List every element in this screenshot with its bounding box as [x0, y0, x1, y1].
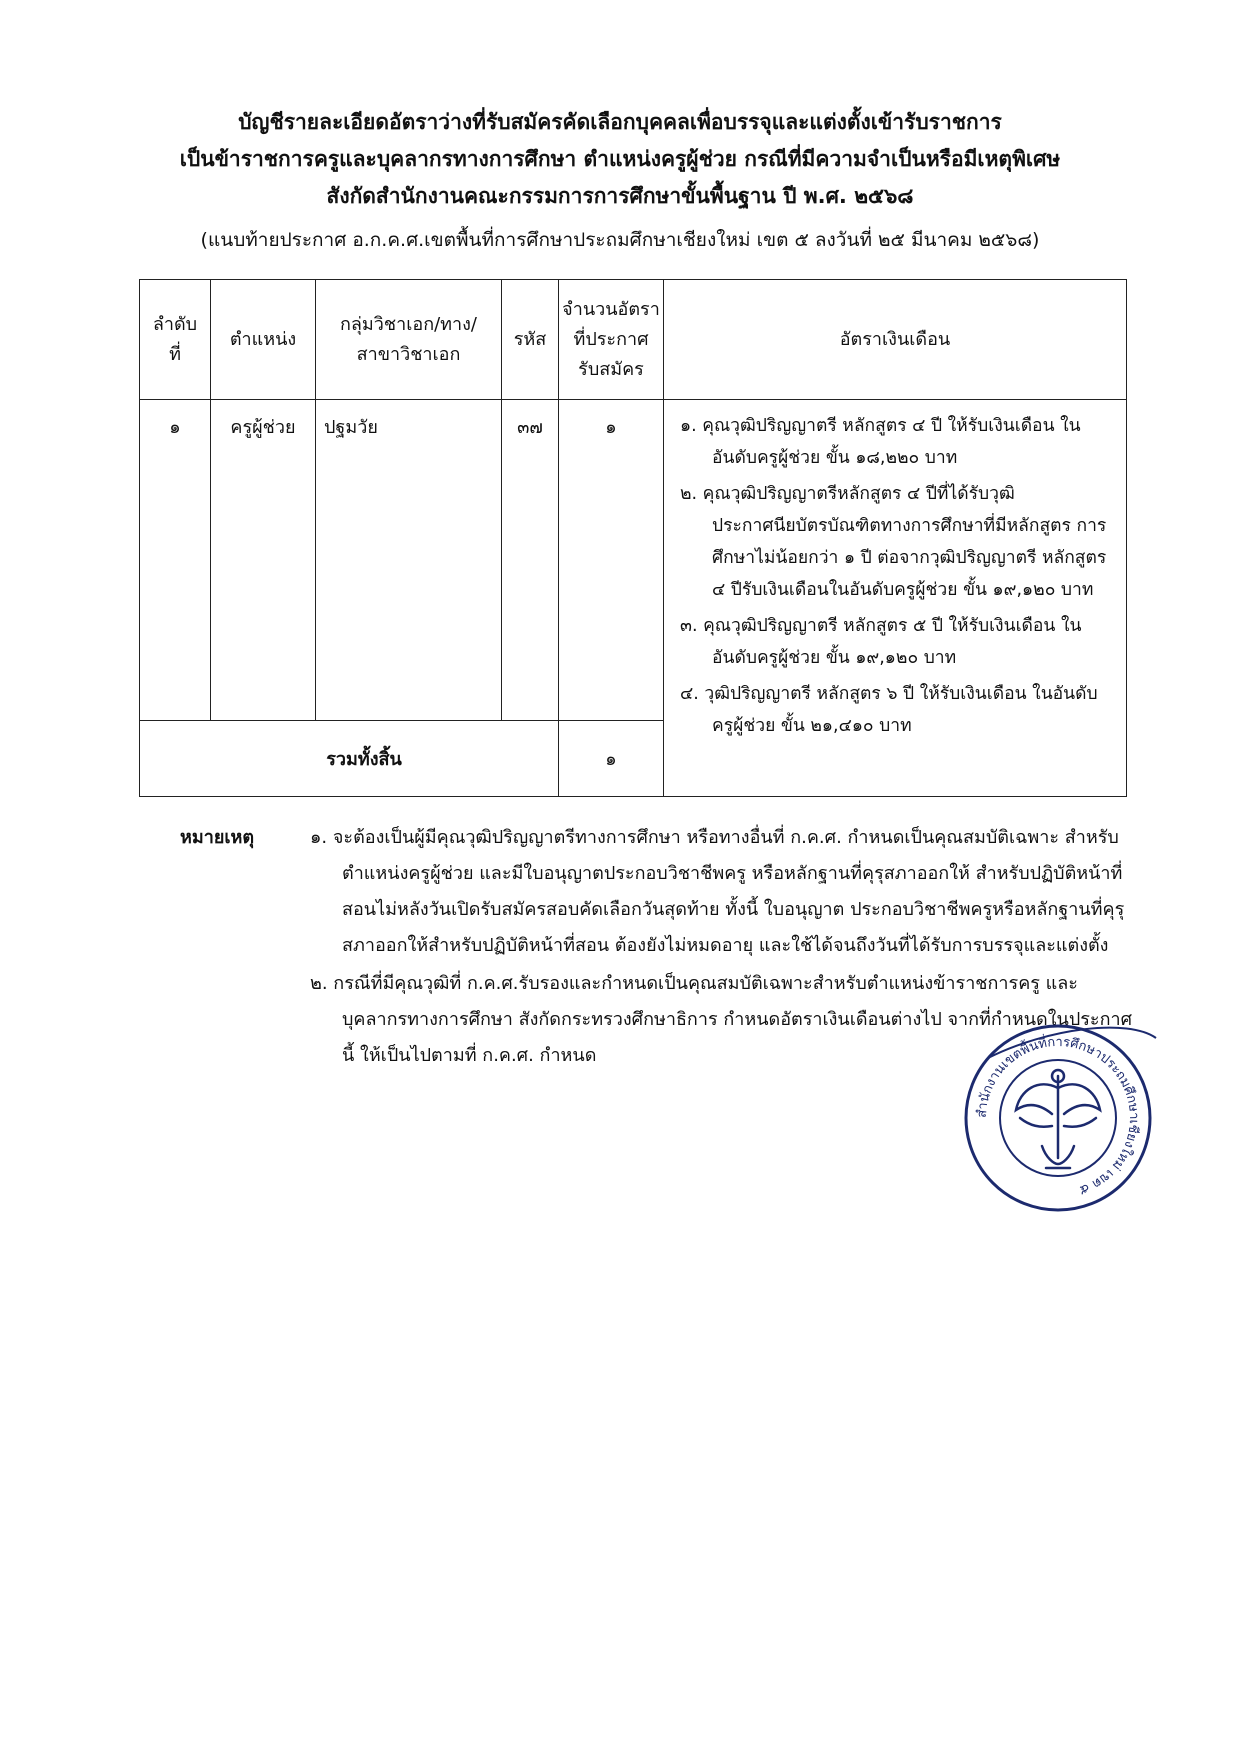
total-label: รวมทั้งสิ้น — [140, 721, 559, 797]
table-header-row — [140, 280, 1127, 400]
salary-item-4: ๔. วุฒิปริญญาตรี หลักสูตร ๖ ปี ให้รับเงินเดือน ในอันดับครูผู้ช่วย ขั้น ๒๑,๔๑๐ บาท — [680, 684, 1098, 736]
note-item-2: ๒. กรณีที่มีคุณวุฒิที่ ก.ค.ศ.รับรองและกำหนดเป็นคุณสมบัติเฉพาะสำหรับตำแหน่งข้าราชการครู และบุคลากรทางการศึกษา สังกัดกระทรวงศึกษาธิการ กำหนดอัตราเงินเดือนต่างไป จากที่กำหนดในประกาศนี้ ให้เป็นไปตามที่ ก.ค.ศ. กำหนด — [310, 973, 1133, 1066]
title-line-1: บัญชีรายละเอียดอัตราว่างที่รับสมัครคัดเลือกบุคคลเพื่อบรรจุและแต่งตั้งเข้ารับราชการ — [238, 110, 1002, 134]
total-value: ๑ — [559, 721, 664, 797]
document-subtitle: (แนบท้ายประกาศ อ.ก.ค.ศ.เขตพื้นที่การศึกษาประถมศึกษาเชียงใหม่ เขต ๕ ลงวันที่ ๒๕ มีนาคม ๒๕๖๘) — [200, 229, 1040, 251]
note-item-1: ๑. จะต้องเป็นผู้มีคุณวุฒิปริญญาตรีทางการศึกษา หรือทางอื่นที่ ก.ค.ศ. กำหนดเป็นคุณสมบัติเฉพาะ สำหรับตำแหน่งครูผู้ช่วย และมีใบอนุญาตประกอบวิชาชีพครู หรือหลักฐานที่คุรุสภาออกให้ สำหรับปฏิบัติหน้าที่สอนไม่หลังวันเปิดรับสมัครสอบคัดเลือกวันสุดท้าย ทั้งนี้ ใบอนุญาต ประกอบวิชาชีพครูหรือหลักฐานที่คุรุสภาออกให้สำหรับปฏิบัติหน้าที่สอน ต้องยังไม่หมดอายุ และใช้ได้จนถึงวันที่ได้รับการบรรจุและแต่งตั้ง — [310, 827, 1125, 956]
table-row — [140, 400, 1127, 721]
title-line-2: เป็นข้าราชการครูและบุคลากรทางการศึกษา ตำแหน่งครูผู้ช่วย กรณีที่มีความจำเป็นหรือมีเหตุพิเศษ — [179, 147, 1061, 171]
header-code: รหัส — [502, 280, 559, 400]
cell-count: ๑ — [559, 400, 664, 721]
cell-group: ปฐมวัย — [316, 400, 502, 721]
svg-text:สำนักงานเขตพื้นที่การศึกษาประถ: สำนักงานเขตพื้นที่การศึกษาประถมศึกษาเชียงใหม่ เขต ๕ — [974, 1034, 1142, 1198]
header-salary: อัตราเงินเดือน — [664, 280, 1127, 400]
header-position: ตำแหน่ง — [211, 280, 316, 400]
header-group: กลุ่มวิชาเอก/ทาง/ สาขาวิชาเอก — [316, 280, 502, 400]
header-no: ลำดับ ที่ — [140, 280, 211, 400]
cell-no: ๑ — [140, 400, 211, 721]
document-title — [120, 104, 1120, 215]
salary-item-2: ๒. คุณวุฒิปริญญาตรีหลักสูตร ๔ ปีที่ได้รับวุฒิ ประกาศนียบัตรบัณฑิตทางการศึกษาที่มีหลักสูตร การศึกษาไม่น้อยกว่า ๑ ปี ต่อจากวุฒิปริญญาตรี หลักสูตร ๔ ปีรับเงินเดือนในอันดับครูผู้ช่วย ขั้น ๑๙,๑๒๐ บาท — [680, 484, 1107, 600]
vacancy-table — [139, 279, 1127, 797]
salary-item-3: ๓. คุณวุฒิปริญญาตรี หลักสูตร ๕ ปี ให้รับเงินเดือน ในอันดับครูผู้ช่วย ขั้น ๑๙,๑๒๐ บาท — [680, 616, 1082, 668]
header-count: จำนวนอัตรา ที่ประกาศ รับสมัคร — [559, 280, 664, 400]
salary-item-1: ๑. คุณวุฒิปริญญาตรี หลักสูตร ๔ ปี ให้รับเงินเดือน ในอันดับครูผู้ช่วย ขั้น ๑๘,๒๒๐ บาท — [680, 416, 1081, 468]
cell-position: ครูผู้ช่วย — [211, 400, 316, 721]
cell-code: ๓๗ — [502, 400, 559, 721]
official-seal-icon — [958, 1018, 1158, 1218]
cell-salary — [664, 400, 1127, 797]
notes-label: หมายเหตุ — [180, 827, 255, 848]
title-line-3: สังกัดสำนักงานคณะกรรมการการศึกษาขั้นพื้นฐาน ปี พ.ศ. ๒๕๖๘ — [326, 184, 914, 208]
